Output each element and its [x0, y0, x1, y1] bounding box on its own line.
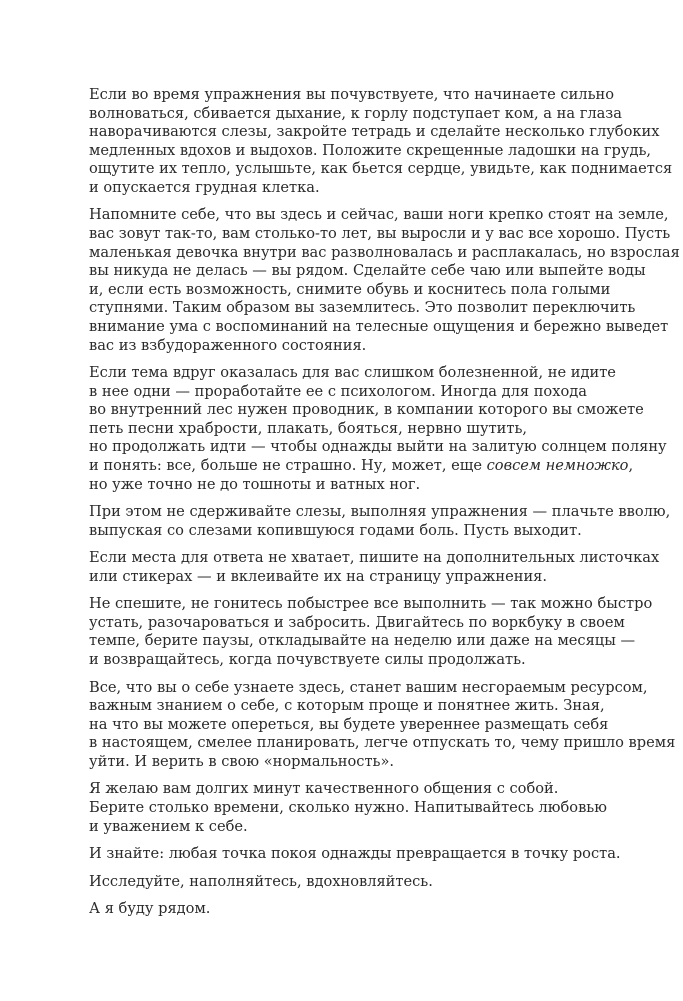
text-line: Все, что вы о себе узнаете здесь, станет вашим несгораемым ресурсом,: [89, 678, 648, 696]
paragraph-9: [89, 845, 621, 864]
text-line: уйти. И верить в свою «нормальность».: [89, 752, 395, 770]
text-line: вас зовут так-то, вам столько-то лет, вы выросли и у вас все хорошо. Пусть: [89, 225, 671, 243]
text-line: но уже точно не до тошноты и ватных ног.: [89, 475, 421, 493]
text-line: в нее одни — проработайте ее с психологом. Иногда для похода: [89, 382, 587, 400]
text-line: и опускается грудная клетка.: [89, 178, 320, 196]
paragraph-2: [89, 206, 680, 355]
paragraph-8: [89, 780, 609, 836]
paragraph-1: [89, 86, 673, 198]
text-line: или стикерах — и вклеивайте их на страницу упражнения.: [89, 567, 548, 585]
text-line: А я буду рядом.: [89, 900, 211, 918]
text-line: и уважением к себе.: [89, 817, 248, 835]
text-line: во внутренний лес нужен проводник, в компании которого вы сможете: [89, 401, 644, 419]
text-line: Если тема вдруг оказалась для вас слишком болезненной, не идите: [89, 364, 616, 382]
text-line: Если во время упражнения вы почувствуете, что начинаете сильно: [89, 86, 615, 103]
paragraph-3: [89, 364, 667, 494]
text-line: Напомните себе, что вы здесь и сейчас, ваши ноги крепко стоят на земле,: [89, 206, 669, 224]
text-line: волноваться, сбивается дыхание, к горлу подступает ком, а на глаза: [89, 104, 622, 122]
text-line: наворачиваются слезы, закройте тетрадь и сделайте несколько глубоких: [89, 123, 660, 141]
text-line: темпе, берите паузы, откладывайте на неделю или даже на месяцы —: [89, 632, 636, 650]
text-line: и, если есть возможность, снимите обувь и коснитесь пола голыми: [89, 280, 611, 298]
text-line: выпуская со слезами копившуюся годами боль. Пусть выходит.: [89, 521, 582, 539]
paragraph-11: [89, 900, 609, 919]
text-line: При этом не сдерживайте слезы, выполняя упражнения — плачьте вволю,: [89, 503, 671, 521]
text-run: ,: [628, 457, 634, 475]
paragraph-5: [89, 549, 660, 586]
text-line: в настоящем, смелее планировать, легче отпускать то, чему пришло время: [89, 734, 676, 752]
text-line: медленных вдохов и выдохов. Положите скрещенные ладошки на грудь,: [89, 141, 652, 159]
text-line: вы никуда не делась — вы рядом. Сделайте себе чаю или выпейте воды: [89, 262, 646, 280]
text-line: маленькая девочка внутри вас разволновалась и расплакалась, но взрослая: [89, 243, 680, 261]
text-line: Я желаю вам долгих минут качественного общения с собой.: [89, 780, 559, 798]
text-line: Не спешите, не гонитесь побыстрее все выполнить — так можно быстро: [89, 595, 653, 613]
paragraph-4: [89, 503, 671, 540]
text-line-with-italic: [89, 457, 634, 476]
text-line: важным знанием о себе, с которым проще и понятнее жить. Зная,: [89, 697, 605, 715]
text-line: И знайте: любая точка покоя однажды превращается в точку роста.: [89, 845, 621, 863]
text-line: и возвращайтесь, когда почувствуете силы продолжать.: [89, 651, 526, 669]
italic-emphasis: совсем немножко: [486, 457, 629, 475]
text-line: но продолжать идти — чтобы однажды выйти на залитую солнцем поляну: [89, 438, 667, 456]
text-line: ступнями. Таким образом вы заземлитесь. Это позволит переключить: [89, 299, 636, 317]
paragraph-6: [89, 595, 653, 669]
text-line: на что вы можете опереться, вы будете увереннее размещать себя: [89, 715, 609, 733]
text-line: петь песни храбрости, плакать, бояться, нервно шутить,: [89, 419, 528, 437]
text-line: устать, разочароваться и забросить. Двигайтесь по воркбуку в своем: [89, 613, 625, 631]
text-line: Исследуйте, наполняйтесь, вдохновляйтесь.: [89, 872, 433, 890]
text-line: вас из взбудораженного состояния.: [89, 336, 367, 354]
text-line: Если места для ответа не хватает, пишите на дополнительных листочках: [89, 549, 660, 567]
text-line: Берите столько времени, сколько нужно. Напитывайтесь любовью: [89, 799, 607, 817]
text-run: и понять: все, больше не страшно. Ну, может, еще: [89, 457, 487, 475]
paragraph-7: [89, 678, 676, 772]
body-text: [89, 86, 680, 928]
paragraph-10: [89, 873, 609, 892]
text-line: ощутите их тепло, услышьте, как бьется сердце, увидьте, как поднимается: [89, 160, 673, 178]
text-line: внимание ума с воспоминаний на телесные ощущения и бережно выведет: [89, 318, 669, 336]
